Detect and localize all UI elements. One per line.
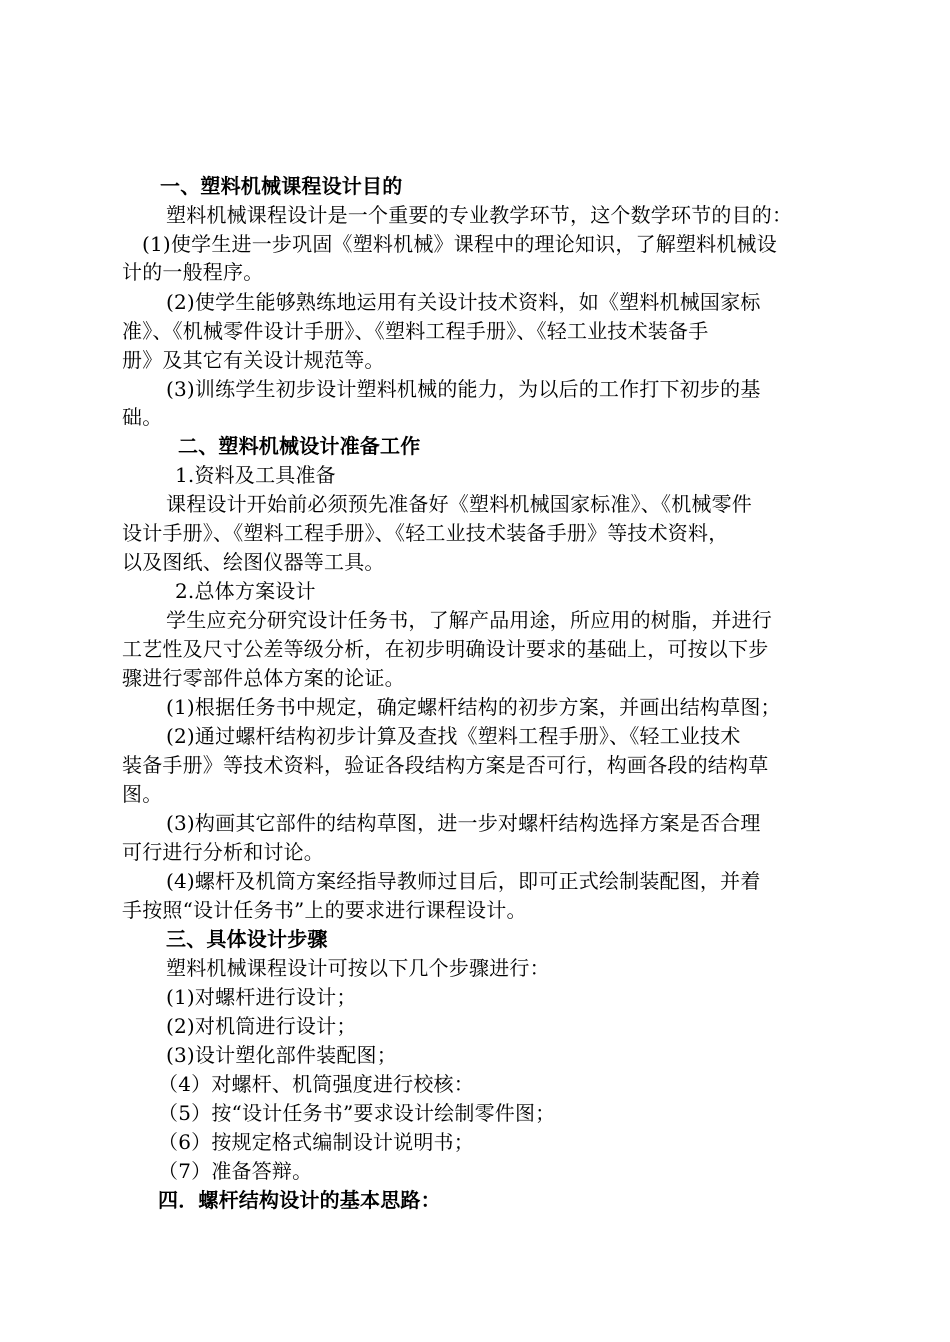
section3-intro: 塑料机械课程设计可按以下几个步骤进行： [166, 956, 550, 980]
section1-heading: 一、塑料机械课程设计目的 [160, 174, 403, 198]
section1-item2-line2: 准》、《机械零件设计手册》、《塑料工程手册》、《轻工业技术装备手 [122, 319, 709, 343]
section1-item2-line1: (2)使学生能够熟练地运用有关设计技术资料，如《塑料机械国家标 [166, 290, 761, 314]
section2-step2-line2: 装备手册》等技术资料，验证各段结构方案是否可行，构画各段的结构草 [122, 753, 769, 777]
section4-heading: 四．螺杆结构设计的基本思路： [158, 1188, 441, 1212]
section2-step3-line2: 可行进行分析和讨论。 [122, 840, 324, 864]
section1-item1-line1: (1)使学生进一步巩固《塑料机械》课程中的理论知识，了解塑料机械设 [142, 232, 777, 256]
section2-sub2-line3: 骤进行零部件总体方案的论证。 [122, 666, 405, 690]
section3-heading: 三、具体设计步骤 [166, 927, 328, 951]
section2-sub2-line2: 工艺性及尺寸公差等级分析，在初步明确设计要求的基础上，可按以下步 [122, 637, 769, 661]
section1-item1-line2: 计的一般程序。 [122, 260, 264, 284]
section2-sub2-title: 2.总体方案设计 [175, 579, 316, 603]
section2-sub1-line3: 以及图纸、绘图仪器等工具。 [122, 550, 385, 574]
section2-sub1-title: 1.资料及工具准备 [175, 463, 336, 487]
section2-step2-line3: 图。 [122, 782, 163, 806]
section2-step4-line1: (4)螺杆及机筒方案经指导教师过目后，即可正式绘制装配图，并着 [166, 869, 761, 893]
section1-intro: 塑料机械课程设计是一个重要的专业教学环节，这个数学环节的目的： [166, 203, 793, 227]
section1-item3-line1: (3)训练学生初步设计塑料机械的能力，为以后的工作打下初步的基 [166, 377, 761, 401]
section3-step2: (2)对机筒进行设计； [166, 1014, 357, 1038]
section3-step1: (1)对螺杆进行设计； [166, 985, 357, 1009]
section3-step3: (3)设计塑化部件装配图； [166, 1043, 397, 1067]
section2-sub1-line2: 设计手册》、《塑料工程手册》、《轻工业技术装备手册》等技术资料， [122, 521, 729, 545]
section1-item2-line3: 册》及其它有关设计规范等。 [122, 348, 385, 372]
section2-step2-line1: (2)通过螺杆结构初步计算及查找《塑料工程手册》、《轻工业技术 [166, 724, 741, 748]
section2-step1: (1)根据任务书中规定，确定螺杆结构的初步方案，并画出结构草图； [166, 695, 781, 719]
section2-sub2-line1: 学生应充分研究设计任务书，了解产品用途，所应用的树脂，并进行 [166, 608, 772, 632]
section2-heading: 二、塑料机械设计准备工作 [178, 434, 421, 458]
section1-item3-line2: 础。 [122, 405, 163, 429]
section2-sub1-line1: 课程设计开始前必须预先准备好《塑料机械国家标准》、《机械零件 [166, 492, 752, 516]
section3-step4: （4）对螺杆、机筒强度进行校核： [158, 1072, 474, 1096]
section3-step5: （5）按“设计任务书”要求设计绘制零件图； [158, 1101, 556, 1125]
section3-step7: （7）准备答辩。 [158, 1159, 313, 1183]
section3-step6: （6）按规定格式编制设计说明书； [158, 1130, 474, 1154]
section2-step4-line2: 手按照“设计任务书”上的要求进行课程设计。 [122, 898, 527, 922]
section2-step3-line1: (3)构画其它部件的结构草图，进一步对螺杆结构选择方案是否合理 [166, 811, 761, 835]
